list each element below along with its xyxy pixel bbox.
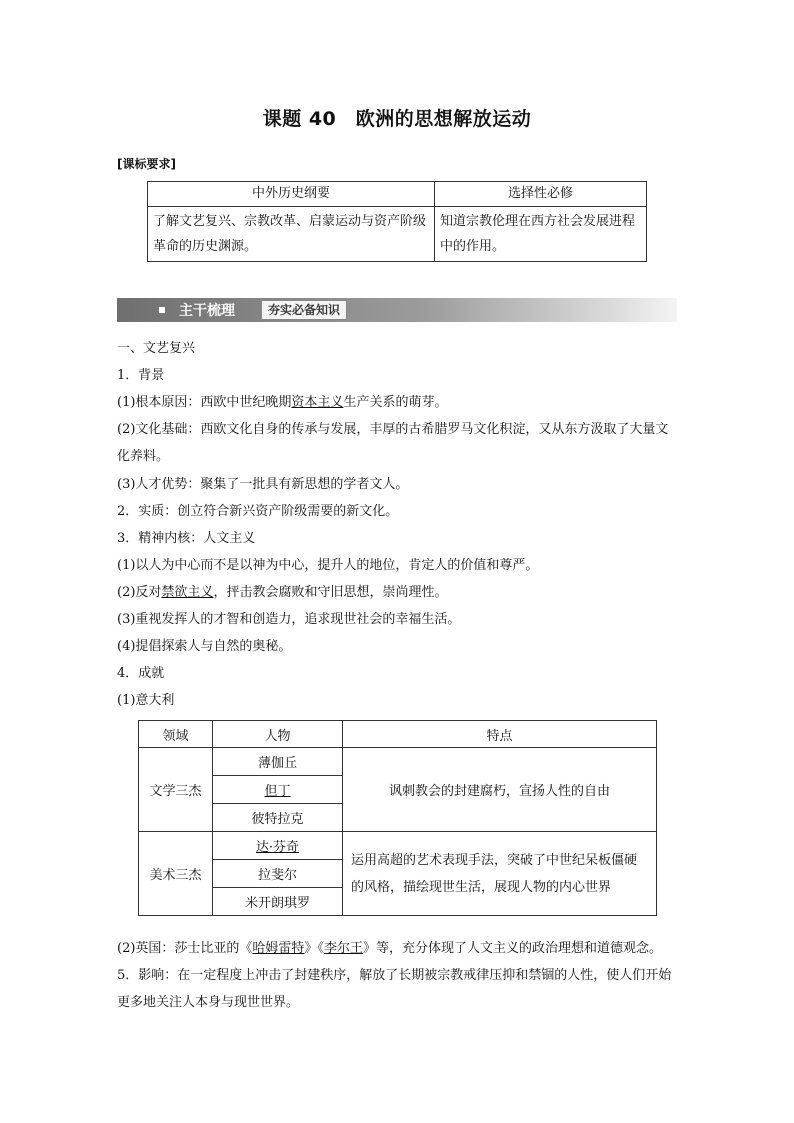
underlined-term: 禁欲主义	[161, 585, 214, 600]
table-cell: 米开朗琪罗	[213, 888, 343, 916]
subheading: 1．背景	[117, 368, 165, 383]
table-row	[139, 832, 657, 860]
table-cell: 薄伽丘	[213, 748, 343, 776]
banner-sub-label: 夯实必备知识	[261, 300, 347, 320]
standards-label: [课标要求]	[117, 157, 176, 171]
paragraph: (3)人才优势：聚集了一批具有新思想的学者文人。	[117, 477, 409, 492]
subheading: 3．精神内核：人文主义	[117, 531, 256, 546]
table-row	[148, 182, 647, 207]
bullet-square-icon	[159, 307, 165, 313]
table-cell: 讽刺教会的封建腐朽，宣扬人性的自由	[343, 748, 657, 832]
table-header-cell: 人物	[213, 721, 343, 748]
text: ，抨击教会腐败和守旧思想，崇尚理性。	[213, 585, 448, 600]
table-cell: 运用高超的艺术表现手法，突破了中世纪呆板僵硬的风格，描绘现世生活，展现人物的内心世界	[343, 832, 657, 916]
paragraph	[117, 583, 447, 603]
standards-table	[147, 181, 647, 262]
table-row	[139, 748, 657, 776]
table-cell: 达·芬奇	[213, 832, 343, 860]
paragraph	[117, 939, 662, 959]
paragraph: 2．实质：创立符合新兴资产阶级需要的新文化。	[117, 504, 399, 519]
table-header-cell: 中外历史纲要	[148, 182, 435, 207]
paragraph: (1)以人为中心而不是以神为中心，提升人的地位，肯定人的价值和尊严。	[117, 558, 539, 573]
text: 》《	[304, 941, 324, 956]
table-header-cell: 领域	[139, 721, 213, 748]
text: (2)英国：莎士比亚的《	[117, 941, 253, 956]
banner-main-label: 主干梳理	[179, 303, 235, 319]
section-banner	[117, 298, 677, 322]
table-cell: 知道宗教伦理在西方社会发展进程中的作用。	[435, 207, 647, 262]
table-cell: 彼特拉克	[213, 804, 343, 832]
text: (1)根本原因：西欧中世纪晚期	[117, 395, 292, 410]
underlined-term: 李尔王	[323, 941, 363, 956]
table-cell: 美术三杰	[139, 832, 213, 916]
text: 生产关系的萌芽。	[343, 395, 448, 410]
text: (2)反对	[117, 585, 162, 600]
paragraph: (4)提倡探索人与自然的奥秘。	[117, 639, 292, 654]
table-cell: 文学三杰	[139, 748, 213, 832]
underlined-term: 资本主义	[291, 395, 344, 410]
paragraph	[117, 393, 447, 413]
table-header-cell: 特点	[343, 721, 657, 748]
table-cell: 但丁	[213, 776, 343, 804]
table-row	[148, 207, 647, 262]
paragraph: (2)文化基础：西欧文化自身的传承与发展，丰厚的古希腊罗马文化积淀，又从东方汲取了大量文化养料。	[117, 422, 669, 464]
page-title: 课题 40 欧洲的思想解放运动	[262, 108, 532, 130]
underlined-term: 哈姆雷特	[252, 941, 305, 956]
paragraph: (3)重视发挥人的才智和创造力，追求现世社会的幸福生活。	[117, 612, 461, 627]
table-header-cell: 选择性必修	[435, 182, 647, 207]
subheading: 4．成就	[117, 666, 165, 681]
text: 》等，充分体现了人文主义的政治理想和道德观念。	[362, 941, 662, 956]
achievements-table	[138, 720, 657, 916]
table-cell: 拉斐尔	[213, 860, 343, 888]
subheading: (1)意大利	[117, 693, 175, 708]
paragraph: 5．影响：在一定程度上冲击了封建秩序，解放了长期被宗教戒律压抑和禁锢的人性，使人们开始更多地关注人本身与现世世界。	[117, 968, 672, 1010]
table-cell: 了解文艺复兴、宗教改革、启蒙运动与资产阶级革命的历史渊源。	[148, 207, 435, 262]
table-row	[139, 721, 657, 748]
section-heading: 一、文艺复兴	[117, 341, 196, 356]
